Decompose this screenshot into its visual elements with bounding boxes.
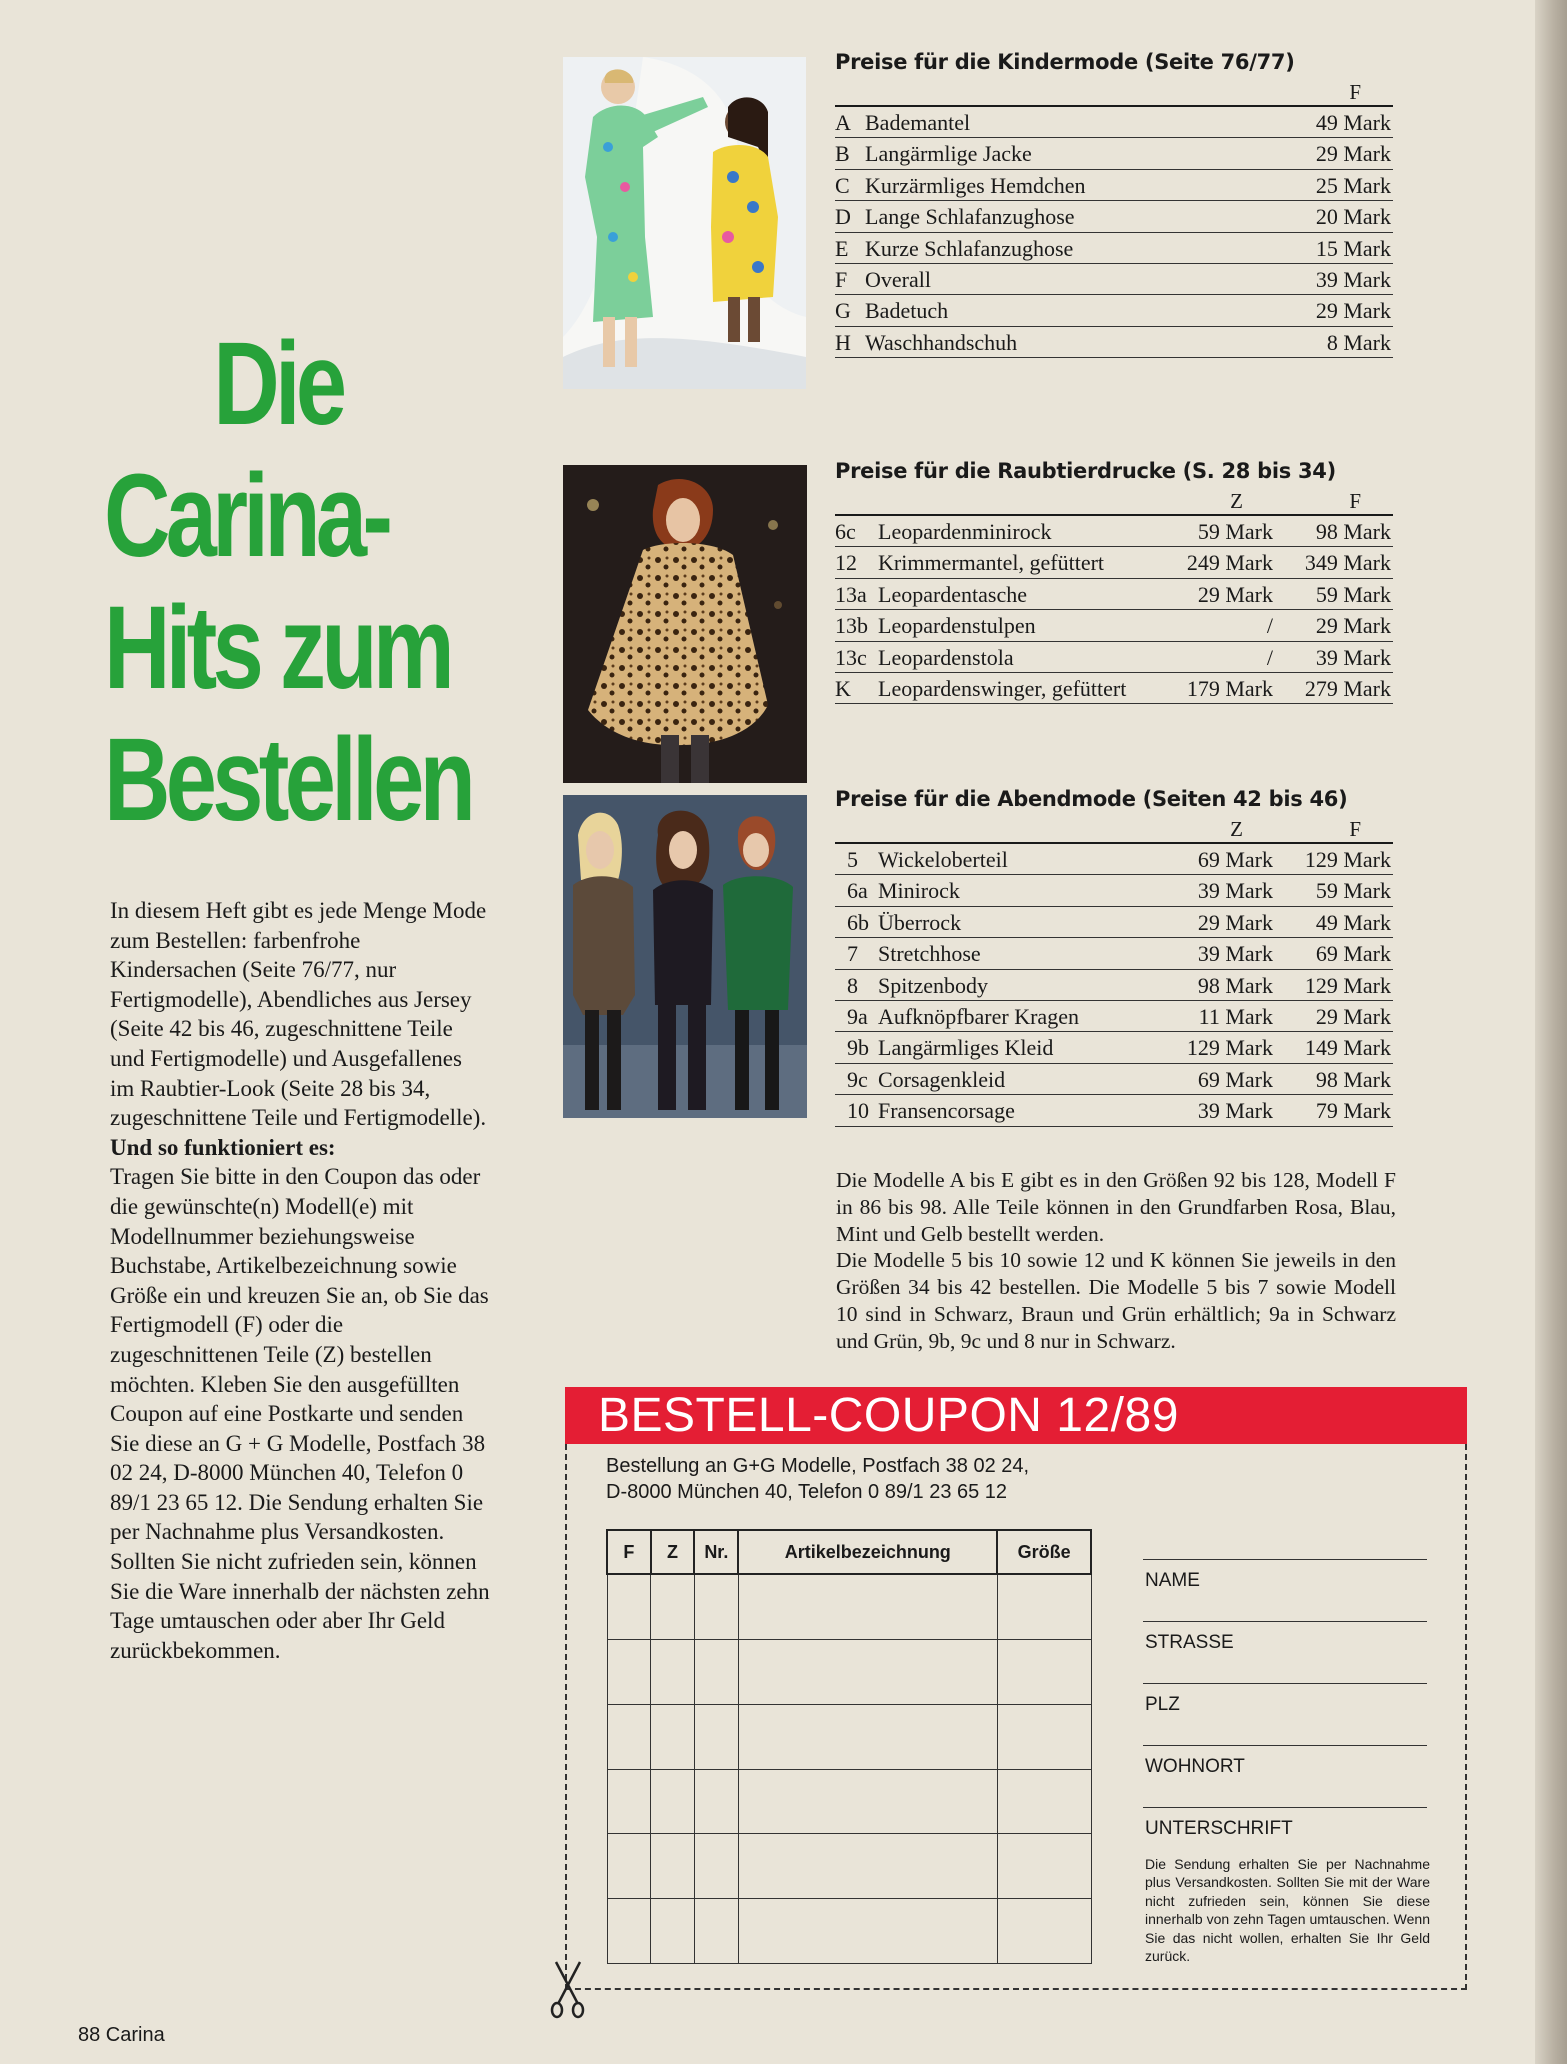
order-col-article: Artikelbezeichnung	[738, 1530, 997, 1574]
order-cell[interactable]	[651, 1769, 695, 1834]
order-cell[interactable]	[738, 1769, 997, 1834]
how-it-works-text: Tragen Sie bitte in den Coupon das oder die gewünschte(n) Modell(e) mit Modellnummer beziehungsweise Buchstabe, Artikelbezeichnung sowie Größe ein und kreuzen Sie an, ob Sie das Fertigmodell (F) oder die zugeschnittenen Teile (Z) bestellen möchten. Kleben Sie den ausgefüllten Coupon auf eine Postkarte und senden Sie diese an G + G Modelle, Postfach 38 02 24, D-8000 München 40, Telefon 0 89/1 23 65 12. Die Sendung erhalten Sie per Nachnahme plus Versandkosten. Sollten Sie nicht zufrieden sein, können Sie die Ware innerhalb der nächsten zehn Tage umtauschen oder aber Ihr Geld zurückbekommen.	[110, 1164, 490, 1663]
col-f-label: F	[1349, 489, 1361, 513]
order-col-nr: Nr.	[694, 1530, 738, 1574]
price-row	[835, 233, 1393, 264]
price-f: 59 Mark	[1315, 878, 1391, 904]
price-z: 29 Mark	[1197, 909, 1273, 935]
order-cell[interactable]	[607, 1639, 651, 1704]
price-f: 25 Mark	[1315, 172, 1391, 198]
size-color-notes	[836, 1167, 1396, 1355]
price-f: 8 Mark	[1326, 329, 1391, 355]
order-cell[interactable]	[607, 1899, 651, 1964]
price-row	[835, 264, 1393, 295]
zip-label: PLZ	[1145, 1694, 1180, 1715]
order-cell[interactable]	[997, 1704, 1091, 1769]
price-row	[835, 579, 1393, 610]
order-row	[607, 1834, 1091, 1899]
price-z: /	[1266, 644, 1273, 670]
kids-column-header	[835, 78, 1393, 107]
intro-paragraph: In diesem Heft gibt es jede Menge Mode zum Bestellen: farbenfrohe Kindersachen (Seite 76/77, nur Fertigmodelle), Abendliches aus Jersey (Seite 42 bis 46, zugeschnittene Teile und Fertigmodelle) und Ausgefallenes im Raubtier-Look (Seite 28 bis 34, zugeschnittene Teile und Fertigmodelle).	[110, 898, 487, 1131]
price-code: C	[835, 172, 850, 198]
price-name: Minirock	[878, 878, 960, 904]
order-cell[interactable]	[997, 1574, 1091, 1639]
name-label: NAME	[1145, 1570, 1200, 1591]
price-z: 59 Mark	[1197, 519, 1273, 544]
order-cell[interactable]	[997, 1769, 1091, 1834]
order-cell[interactable]	[997, 1834, 1091, 1899]
predator-price-list	[835, 459, 1393, 704]
coupon-note: Die Sendung erhalten Sie per Nachnahme plus Versandkosten. Sollten Sie mit der Ware nicht zufrieden sein, können Sie diese innerhalb von zehn Tagen umtauschen. Wenn Sie das nicht wollen, erhalten Sie Ihr Geld zurück.	[1145, 1856, 1430, 1965]
scissors-icon	[548, 1960, 588, 2020]
price-row	[835, 295, 1393, 326]
coupon-address	[606, 1453, 1029, 1505]
price-row	[835, 907, 1393, 938]
order-cell[interactable]	[651, 1639, 695, 1704]
col-f-label: F	[1349, 80, 1361, 104]
price-code: 6b	[847, 909, 869, 935]
price-z: 179 Mark	[1186, 675, 1273, 701]
price-f: 79 Mark	[1315, 1098, 1391, 1124]
how-it-works-heading: Und so funktioniert es:	[110, 1134, 336, 1160]
order-col-f: F	[607, 1530, 651, 1574]
price-code: 13a	[835, 581, 867, 607]
order-cell[interactable]	[738, 1639, 997, 1704]
price-name: Corsagenkleid	[878, 1066, 1006, 1092]
order-cell[interactable]	[651, 1574, 695, 1639]
price-row	[835, 547, 1393, 578]
intro-text	[110, 896, 490, 1665]
headline	[104, 318, 472, 846]
price-name: Wickeloberteil	[878, 847, 1008, 872]
notes-paragraph: Die Modelle 5 bis 10 sowie 12 und K können Sie jeweils in den Größen 34 bis 42 bestellen. Die Modelle 5 bis 7 sowie Modell 10 sind in Schwarz, Braun und Grün erhältlich; 9a in Schwarz und Grün, 9b, 9c und 8 nur in Schwarz.	[836, 1248, 1396, 1353]
headline-line: Hits zum	[104, 582, 451, 714]
order-cell[interactable]	[651, 1704, 695, 1769]
price-name: Kurzärmliges Hemdchen	[865, 172, 1086, 198]
price-f: 29 Mark	[1315, 298, 1391, 324]
price-code: 6a	[847, 878, 868, 904]
page-edge-shadow	[1535, 0, 1567, 2064]
evening-price-title: Preise für die Abendmode (Seiten 42 bis 46)	[835, 787, 1348, 811]
street-label: STRASSE	[1145, 1632, 1234, 1653]
order-cell[interactable]	[738, 1899, 997, 1964]
street-line[interactable]	[1143, 1621, 1427, 1622]
price-f: 98 Mark	[1315, 519, 1391, 544]
name-line[interactable]	[1143, 1559, 1427, 1560]
price-code: 13b	[835, 613, 868, 639]
price-f: 49 Mark	[1315, 909, 1391, 935]
price-code: E	[835, 235, 849, 261]
order-cell[interactable]	[694, 1639, 738, 1704]
price-f: 39 Mark	[1315, 266, 1391, 292]
price-z: 11 Mark	[1198, 1003, 1273, 1029]
order-cell[interactable]	[694, 1704, 738, 1769]
price-name: Badetuch	[865, 298, 949, 324]
price-name: Langärmliges Kleid	[878, 1035, 1054, 1061]
price-row	[835, 170, 1393, 201]
price-code: F	[835, 266, 848, 292]
order-cell[interactable]	[694, 1769, 738, 1834]
price-name: Langärmlige Jacke	[865, 141, 1032, 167]
predator-price-title: Preise für die Raubtierdrucke (S. 28 bis 34)	[835, 459, 1336, 483]
price-name: Bademantel	[865, 110, 971, 135]
order-cell[interactable]	[738, 1574, 997, 1639]
price-name: Leopardenswinger, gefüttert	[878, 675, 1127, 701]
order-col-size: Größe	[997, 1530, 1091, 1574]
notes-paragraph: Die Modelle A bis E gibt es in den Größen 92 bis 128, Modell F in 86 bis 98. Alle Teile können in den Grundfarben Rosa, Blau, Mint und Gelb bestellt werden.	[836, 1168, 1396, 1246]
price-code: 10	[847, 1098, 869, 1124]
order-cell[interactable]	[738, 1704, 997, 1769]
city-line[interactable]	[1143, 1745, 1427, 1746]
price-f: 279 Mark	[1304, 675, 1391, 701]
price-row	[835, 938, 1393, 969]
page-footer: 88 Carina	[78, 2024, 165, 2046]
price-f: 129 Mark	[1304, 972, 1391, 998]
price-f: 129 Mark	[1304, 847, 1391, 872]
price-name: Krimmermantel, gefüttert	[878, 550, 1105, 576]
order-cell[interactable]	[694, 1834, 738, 1899]
order-cell[interactable]	[651, 1899, 695, 1964]
price-name: Overall	[865, 266, 931, 292]
price-code: 9c	[847, 1066, 868, 1092]
price-f: 39 Mark	[1315, 644, 1391, 670]
price-code: 6c	[835, 519, 856, 544]
price-row	[835, 642, 1393, 673]
price-f: 69 Mark	[1315, 941, 1391, 967]
predator-column-header	[835, 487, 1393, 516]
price-code: 9a	[847, 1003, 868, 1029]
price-z: 39 Mark	[1197, 941, 1273, 967]
price-name: Aufknöpfbarer Kragen	[878, 1003, 1079, 1029]
price-f: 149 Mark	[1304, 1035, 1391, 1061]
price-code: 5	[847, 847, 858, 872]
price-name: Leopardenstola	[878, 644, 1014, 670]
price-code: 7	[847, 941, 858, 967]
order-cell[interactable]	[651, 1834, 695, 1899]
price-z: 39 Mark	[1197, 878, 1273, 904]
order-cell[interactable]	[997, 1639, 1091, 1704]
price-f: 20 Mark	[1315, 204, 1391, 230]
price-f: 98 Mark	[1315, 1066, 1391, 1092]
leopard-coat-photo	[563, 465, 807, 783]
price-row	[835, 327, 1393, 358]
price-code: K	[835, 675, 851, 701]
price-row	[835, 1001, 1393, 1032]
price-name: Stretchhose	[878, 941, 981, 967]
price-z: /	[1266, 613, 1273, 639]
price-code: H	[835, 329, 851, 355]
price-code: 9b	[847, 1035, 869, 1061]
price-name: Leopardenstulpen	[878, 613, 1036, 639]
col-z-label: Z	[1230, 817, 1243, 841]
price-name: Leopardentasche	[878, 581, 1028, 607]
order-cell[interactable]	[997, 1899, 1091, 1964]
order-cell[interactable]	[694, 1574, 738, 1639]
price-z: 29 Mark	[1197, 581, 1273, 607]
price-row	[835, 1064, 1393, 1095]
price-z: 249 Mark	[1186, 550, 1273, 576]
evening-column-header	[835, 815, 1393, 844]
price-code: B	[835, 141, 850, 167]
order-cell[interactable]	[607, 1834, 651, 1899]
evening-wear-photo	[563, 795, 807, 1118]
price-code: 8	[847, 972, 858, 998]
price-z: 98 Mark	[1197, 972, 1273, 998]
price-z: 39 Mark	[1197, 1098, 1273, 1124]
kids-photo	[563, 57, 806, 389]
price-code: D	[835, 204, 851, 230]
order-col-z: Z	[651, 1530, 695, 1574]
headline-line: Bestellen	[104, 714, 472, 846]
price-z: 129 Mark	[1186, 1035, 1273, 1061]
price-code: 12	[835, 550, 857, 576]
coupon-address-line: D-8000 München 40, Telefon 0 89/1 23 65 12	[606, 1481, 1008, 1503]
price-z: 69 Mark	[1197, 1066, 1273, 1092]
price-name: Fransencorsage	[878, 1098, 1015, 1124]
order-row	[607, 1769, 1091, 1834]
order-cell[interactable]	[607, 1574, 651, 1639]
headline-line: Die	[213, 318, 343, 450]
price-row	[835, 970, 1393, 1001]
price-row	[835, 107, 1393, 138]
order-cell[interactable]	[694, 1899, 738, 1964]
price-name: Überrock	[878, 909, 962, 935]
kids-price-list	[835, 50, 1393, 358]
signature-label: UNTERSCHRIFT	[1145, 1818, 1293, 1839]
headline-line: Carina-	[104, 450, 389, 582]
price-name: Kurze Schlafanzughose	[865, 235, 1074, 261]
coupon-title: BESTELL-COUPON 12/89	[565, 1387, 1467, 1444]
price-f: 349 Mark	[1304, 550, 1391, 576]
price-row	[835, 844, 1393, 875]
price-f: 29 Mark	[1315, 141, 1391, 167]
order-row	[607, 1704, 1091, 1769]
price-f: 15 Mark	[1315, 235, 1391, 261]
price-row	[835, 673, 1393, 704]
order-row	[607, 1639, 1091, 1704]
col-f-label: F	[1349, 817, 1361, 841]
price-f: 29 Mark	[1315, 613, 1391, 639]
kids-price-title: Preise für die Kindermode (Seite 76/77)	[835, 50, 1295, 74]
col-z-label: Z	[1230, 489, 1243, 513]
price-row	[835, 516, 1393, 547]
evening-price-list	[835, 787, 1393, 1127]
zip-line[interactable]	[1143, 1683, 1427, 1684]
order-cell[interactable]	[738, 1834, 997, 1899]
price-row	[835, 610, 1393, 641]
price-f: 29 Mark	[1315, 1003, 1391, 1029]
price-row	[835, 1095, 1393, 1126]
price-name: Spitzenbody	[878, 972, 988, 998]
price-row	[835, 201, 1393, 232]
price-f: 59 Mark	[1315, 581, 1391, 607]
order-row	[607, 1574, 1091, 1639]
price-name: Leopardenminirock	[878, 519, 1052, 544]
price-z: 69 Mark	[1197, 847, 1273, 872]
price-row	[835, 138, 1393, 169]
price-f: 49 Mark	[1315, 110, 1391, 135]
price-name: Lange Schlafanzughose	[865, 204, 1075, 230]
price-row	[835, 1032, 1393, 1063]
price-code: G	[835, 298, 851, 324]
order-table	[606, 1529, 1092, 1964]
order-cell[interactable]	[607, 1704, 651, 1769]
price-code: 13c	[835, 644, 867, 670]
price-name: Waschhandschuh	[865, 329, 1018, 355]
price-row	[835, 875, 1393, 906]
order-cell[interactable]	[607, 1769, 651, 1834]
signature-line[interactable]	[1143, 1807, 1427, 1808]
price-code: A	[835, 110, 851, 135]
coupon-address-line: Bestellung an G+G Modelle, Postfach 38 02 24,	[606, 1455, 1030, 1477]
city-label: WOHNORT	[1145, 1756, 1245, 1777]
order-row	[607, 1899, 1091, 1964]
